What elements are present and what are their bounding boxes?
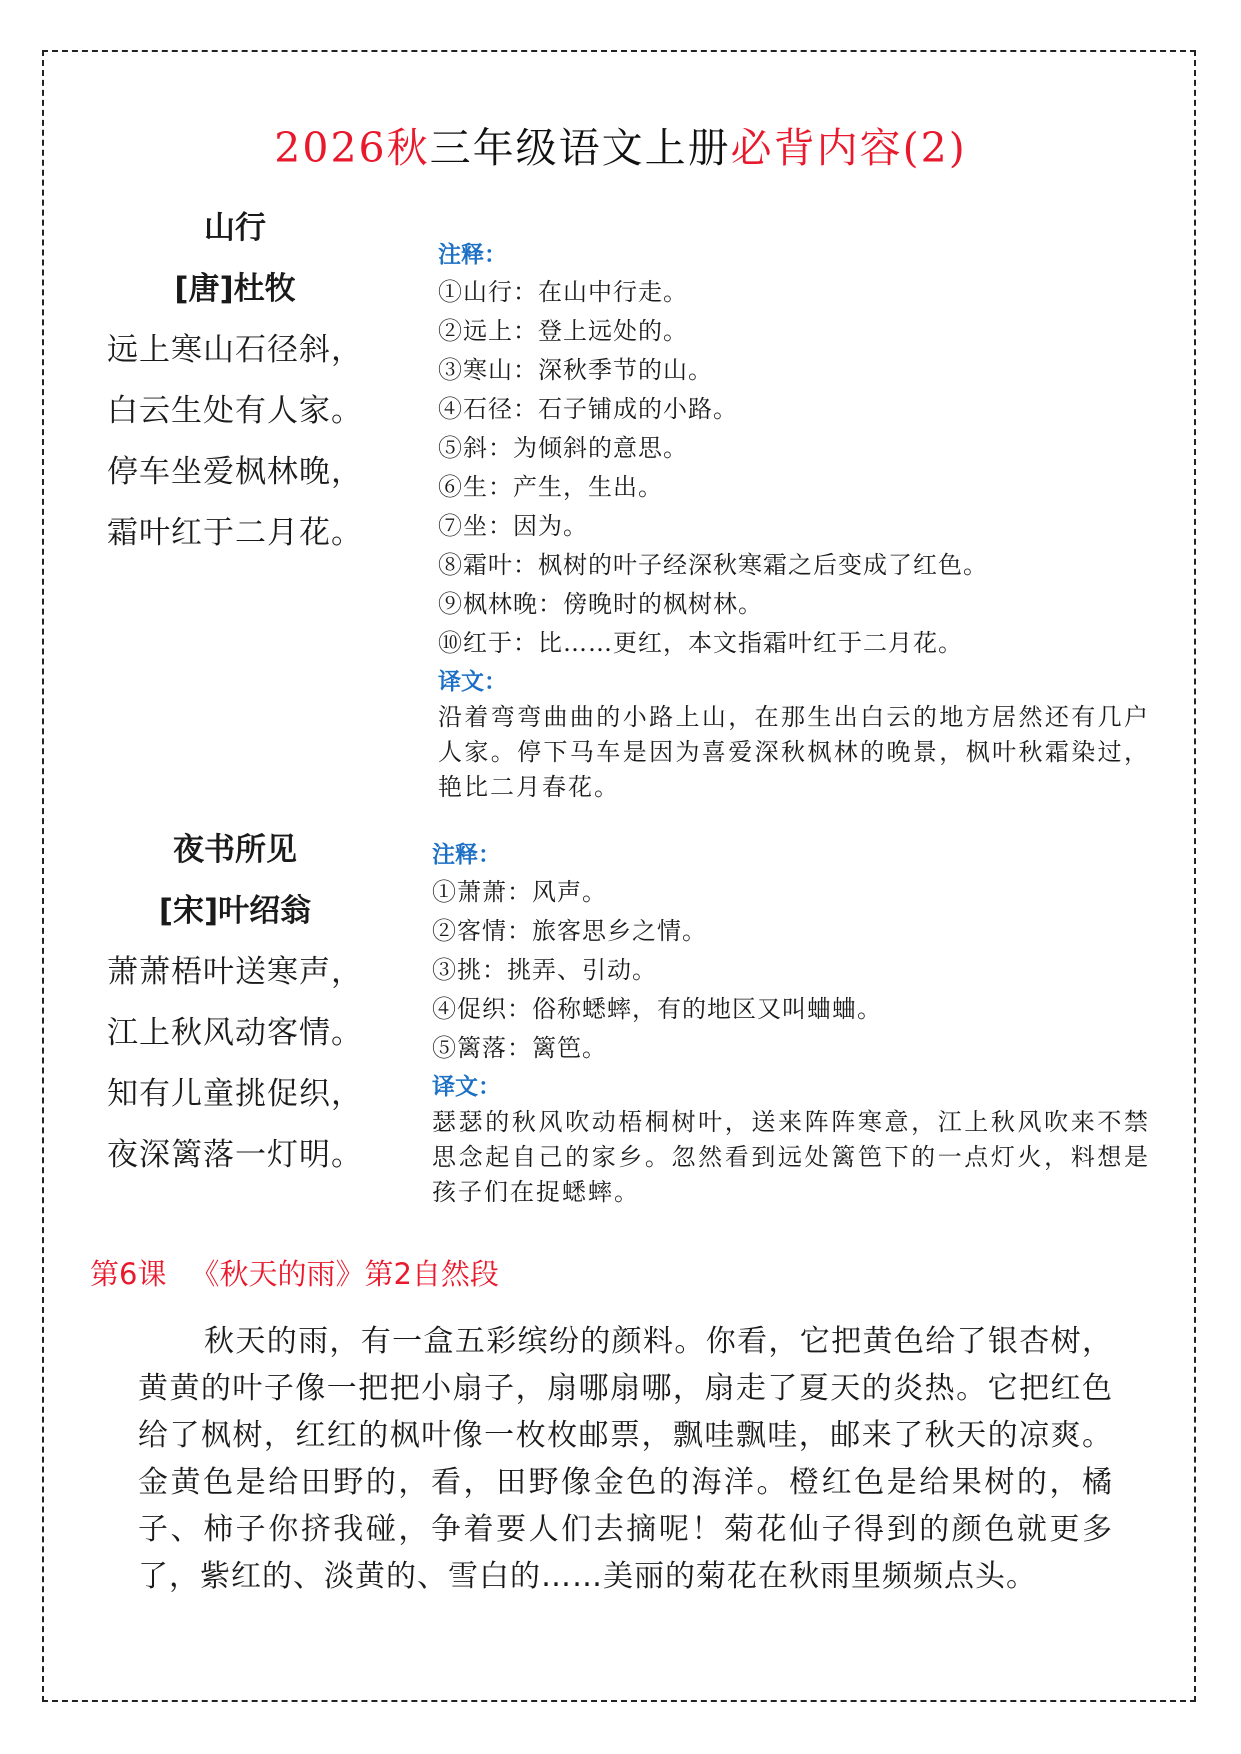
lesson-passage: 秋天的雨，有一盒五彩缤纷的颜料。你看，它把黄色给了银杏树，黄黄的叶子像一把把小扇子，扇哪扇哪，扇走了夏天的炎热。它把红色给了枫树，红红的枫叶像一枚枚邮票，飘哇飘哇，邮来了秋天的凉爽。金黄色是给田野的，看，田野像金色的海洋。橙红色是给果树的，橘子、柿子你挤我碰，争着要人们去摘呢！菊花仙子得到的颜色就更多了，紫红的、淡黄的、雪白的……美丽的菊花在秋雨里频频点头。 <box>138 1324 1113 1594</box>
note-item: ⑤斜：为倾斜的意思。 <box>438 434 688 462</box>
note-item: ④促织：俗称蟋蟀，有的地区又叫蛐蛐。 <box>432 995 882 1023</box>
note-item: ②客情：旅客思乡之情。 <box>432 917 707 945</box>
note-item: ③寒山：深秋季节的山。 <box>438 356 713 384</box>
poem-line: 江上秋风动客情。 <box>107 1015 363 1051</box>
translation-text: 瑟瑟的秋风吹动梧桐树叶，送来阵阵寒意，江上秋风吹来不禁思念起自己的家乡。忽然看到远处篱笆下的一点灯火，料想是孩子们在捉蟋蟀。 <box>432 1108 1150 1206</box>
note-item: ⑦坐：因为。 <box>438 512 588 540</box>
translation-heading: 译文： <box>438 668 507 695</box>
note-item: ⑤篱落：篱笆。 <box>432 1034 607 1062</box>
poem-yeshusuojian <box>90 820 380 1186</box>
title-year-season: 2026秋 <box>274 124 430 172</box>
poem-line: 霜叶红于二月花。 <box>107 515 363 551</box>
note-item: ⑧霜叶：枫树的叶子经深秋寒霜之后变成了红色。 <box>438 551 988 579</box>
poem-title: 山行 <box>204 210 266 246</box>
title-must-recite: 必背内容(2) <box>730 124 967 172</box>
note-item: ③挑：挑弄、引动。 <box>432 956 657 984</box>
notes-heading: 注释： <box>438 241 507 268</box>
poem-author: [宋]叶绍翁 <box>158 893 312 929</box>
note-item: ⑨枫林晚：傍晚时的枫树林。 <box>438 590 763 618</box>
note-item: ①山行：在山中行走。 <box>438 278 688 306</box>
poem-yeshusuojian-notes <box>432 836 1150 1210</box>
poem-shanxing <box>90 198 380 564</box>
note-item: ⑩红于：比……更红，本文指霜叶红于二月花。 <box>438 629 963 657</box>
poem-line: 萧萧梧叶送寒声， <box>107 954 363 990</box>
poem-line: 白云生处有人家。 <box>107 393 363 429</box>
lesson-name: 《秋天的雨》第2自然段 <box>190 1257 499 1291</box>
notes-heading: 注释： <box>432 841 501 868</box>
note-item: ①萧萧：风声。 <box>432 878 607 906</box>
poem-shanxing-notes <box>438 236 1150 805</box>
poem-line: 远上寒山石径斜， <box>107 332 363 368</box>
poem-author: [唐]杜牧 <box>174 271 296 307</box>
poem-line: 知有儿童挑促织， <box>107 1076 363 1112</box>
page-title <box>0 115 1241 174</box>
translation-heading: 译文： <box>432 1073 501 1100</box>
poem-title: 夜书所见 <box>173 832 297 868</box>
lesson-number: 第6课 <box>90 1257 167 1291</box>
poem-line: 夜深篱落一灯明。 <box>107 1137 363 1173</box>
note-item: ⑥生：产生，生出。 <box>438 473 663 501</box>
title-grade-subject: 三年级语文上册 <box>429 124 731 172</box>
translation-text: 沿着弯弯曲曲的小路上山，在那生出白云的地方居然还有几户人家。停下马车是因为喜爱深秋枫林的晚景，枫叶秋霜染过，艳比二月春花。 <box>438 703 1150 801</box>
lesson-heading <box>90 1252 523 1293</box>
note-item: ②远上：登上远处的。 <box>438 317 688 345</box>
note-item: ④石径：石子铺成的小路。 <box>438 395 738 423</box>
poem-line: 停车坐爱枫林晚， <box>107 454 363 490</box>
